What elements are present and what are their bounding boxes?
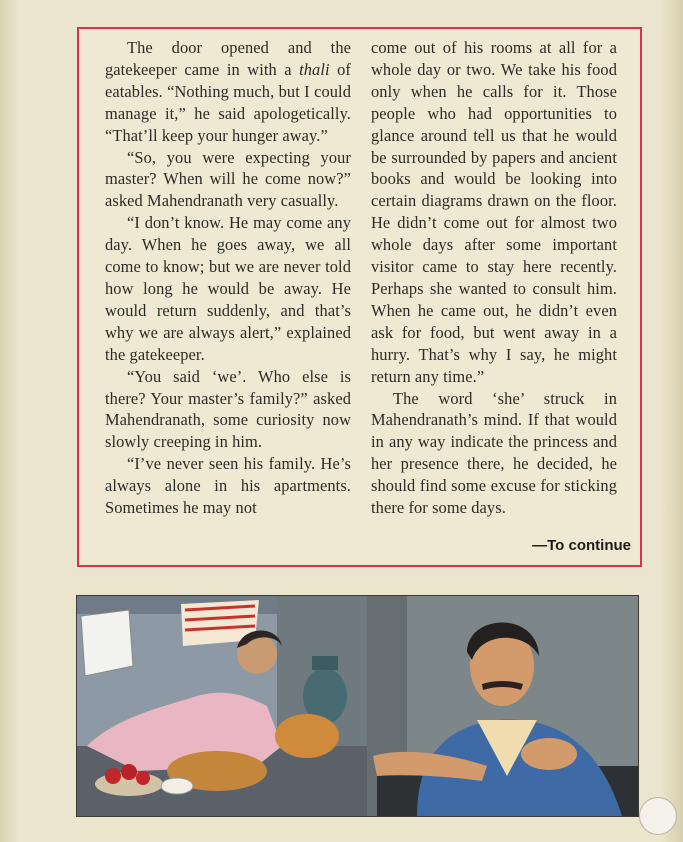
hanging-cloth-white [81,610,133,676]
paragraph: come out of his rooms at all for a whole day or two. We take his food only when he calls for it. Those people who had opportunities to glance around tell us that he would be surrounded by papers and ancient books and would be looking into certain diagrams drawn on the floor. He didn’t come out for almost two whole days after some important visitor came to stay here recently. Perhaps she wanted to consult him. When he came out, he didn’t even ask for food, but went away in a hurry. That’s why I say, he might return any time.” [371,38,617,386]
fruit [105,768,121,784]
paragraph: “So, you were expecting your master? When will he come now?” asked Mahendranath very casually. [105,147,351,211]
fruit [136,771,150,785]
bolster-cushion [275,714,339,758]
paragraph: “I don’t know. He may come any day. When he goes away, we all come to know; but we are never told how long he would be away. He would return suddenly, and that’s why we are always alert,” explained the gatekeeper. [105,213,351,364]
to-continue-label: —To continue [532,537,631,554]
small-dish [161,778,193,794]
fruit [121,764,137,780]
paragraph-text: of eatables. “Nothing much, but I could manage it,” he said apologetically. “That’ll keep your hunger away.” [105,59,351,145]
paragraph: “You said ‘we’. Who else is there? Your master’s family?” asked Mahendranath, some curiosity now slowly creeping in him. [105,366,351,452]
paragraph [105,37,351,147]
paragraph-text: The door opened and the gatekeeper came in with a [105,38,351,79]
story-column-left [105,37,351,519]
illustration-drawing [77,596,638,816]
pot-neck [312,656,338,670]
watermark-seal-icon [639,797,677,835]
story-illustration [76,595,639,817]
paragraph: “I’ve never seen his family. He’s always alone in his apartments. Sometimes he may not [105,454,351,518]
story-column-right [371,37,617,519]
story-text-frame [77,27,642,567]
italic-word: thali [299,59,330,79]
paragraph: The word ‘she’ struck in Mahendranath’s mind. If that would in any way indicate the princess and her presence there, he decided, he should find some excuse for sticking there for some days. [371,388,617,518]
man-hands [521,738,577,770]
